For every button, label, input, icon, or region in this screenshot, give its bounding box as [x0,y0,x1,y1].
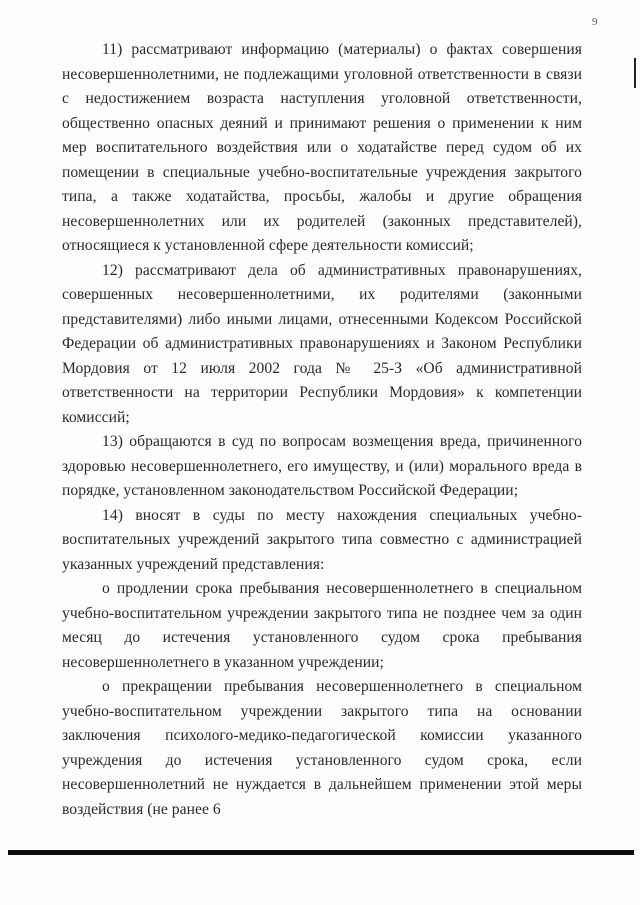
paragraph-item-11: 11) рассматривают информацию (материалы) о фактах совершения несовершеннолетними, не подлежащими уголовной ответственности в связи с недостижением возраста наступления уголовной ответственности, общественно опасных деяний и принимают решения о применении к ним мер воспитательного воздействия или о ходатайстве перед судом об их помещении в специальные учебно-воспитательные учреждения закрытого типа, а также ходатайства, просьбы, жалобы и другие обращения несовершеннолетних или их родителей (законных представителей), относящиеся к установленной сфере деятельности комиссий; [62,41,582,254]
scan-edge-mark [634,58,636,88]
paragraph-item-14: 14) вносят в суды по месту нахождения специальных учебно-воспитательных учреждений закрытого типа совместно с администрацией указанных учреждений представления: [62,506,582,573]
document-body [62,38,582,822]
paragraph-item-13: 13) обращаются в суд по вопросам возмещения вреда, причиненного здоровью несовершеннолетнего, его имуществу, и (или) морального вреда в порядке, установленном законодательством Российской Федерации; [62,433,582,499]
paragraph-extension-representation: о продлении срока пребывания несовершеннолетнего в специальном учебно-воспитательном учреждении закрытого типа не позднее чем за один месяц до истечения установленного судом срока пребывания несовершеннолетнего в указанном учреждении; [62,580,582,671]
page-number: 9 [592,16,598,28]
paragraph-termination-representation: о прекращении пребывания несовершеннолетнего в специальном учебно-воспитательном учреждении закрытого типа на основании заключения психолого-медико-педагогической комиссии указанного учреждения до истечения установленного судом срока, если несовершеннолетний не нуждается в дальнейшем применении этой меры воздействия (не ранее 6 [62,678,582,818]
page-bottom-margin [0,856,640,905]
paragraph-item-12: 12) рассматривают дела об административных правонарушениях, совершенных несовершеннолетними, их родителями (законными представителями) либо иными лицами, отнесенными Кодексом Российской Федерации об административных правонарушениях и Законом Республики Мордовия от 12 июля 2002 года № 25-З «Об административной ответственности на территории Республики Мордовия» к компетенции комиссий; [62,261,582,426]
scan-bottom-bar [8,850,634,855]
